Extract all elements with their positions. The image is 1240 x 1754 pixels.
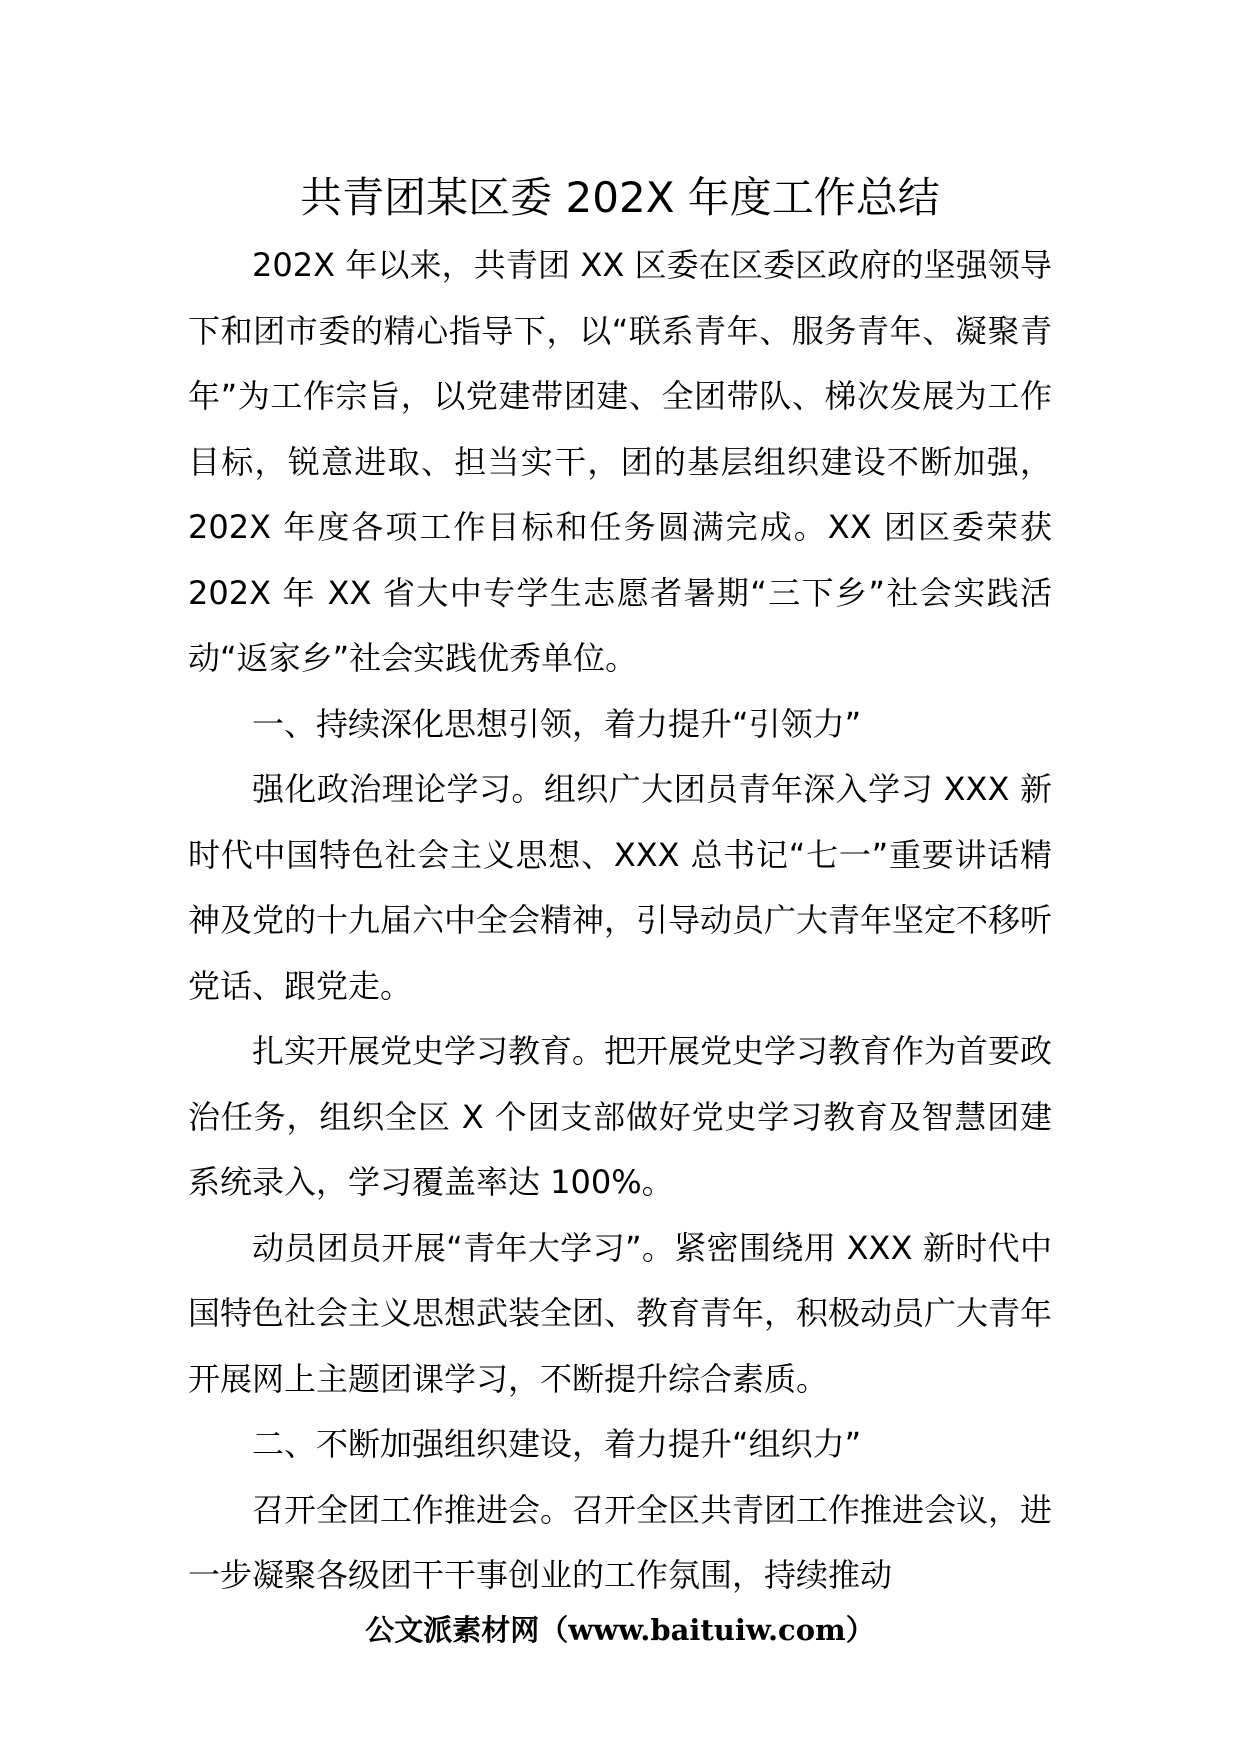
body-paragraph: 召开全团工作推进会。召开全区共青团工作推进会议，进一步凝聚各级团干干事创业的工作氛围，持续推动 (188, 1490, 1053, 1594)
body-paragraph: 动员团员开展“青年大学习”。紧密围绕用 XXX 新时代中国特色社会主义思想武装全团、教育青年，积极动员广大青年开展网上主题团课学习，不断提升综合素质。 (188, 1228, 1053, 1398)
section-heading-1: 一、持续深化思想引领，着力提升“引领力” (252, 704, 862, 743)
site-footer-watermark: 公文派素材网（www.baituiw.com） (365, 1613, 875, 1647)
body-paragraph: 扎实开展党史学习教育。把开展党史学习教育作为首要政治任务，组织全区 X 个团支部做好党史学习教育及智慧团建系统录入，学习覆盖率达 100%。 (188, 1032, 1053, 1201)
section-heading-2: 二、不断加强组织建设，着力提升“组织力” (252, 1425, 862, 1463)
document-title: 共青团某区委 202X 年度工作总结 (300, 173, 940, 222)
document-body (188, 233, 1052, 1609)
intro-paragraph: 202X 年以来，共青团 XX 区委在区委区政府的坚强领导下和团市委的精心指导下，以“联系青年、服务青年、凝聚青年”为工作宗旨，以党建带团建、全团带队、梯次发展为工作目标，锐意进取、担当实干，团的基层组织建设不断加强，202X 年度各项工作目标和任务圆满完成。XX 团区委荣获 202X 年 XX 省大中专学生志愿者暑期“三下乡”社会实践活动“返家乡”社会实践优秀单位。 (188, 246, 1052, 677)
body-paragraph: 强化政治理论学习。组织广大团员青年深入学习 XXX 新时代中国特色社会主义思想、XXX 总书记“七一”重要讲话精神及党的十九届六中全会精神，引导动员广大青年坚定不移听党话、跟党走。 (188, 770, 1053, 1005)
